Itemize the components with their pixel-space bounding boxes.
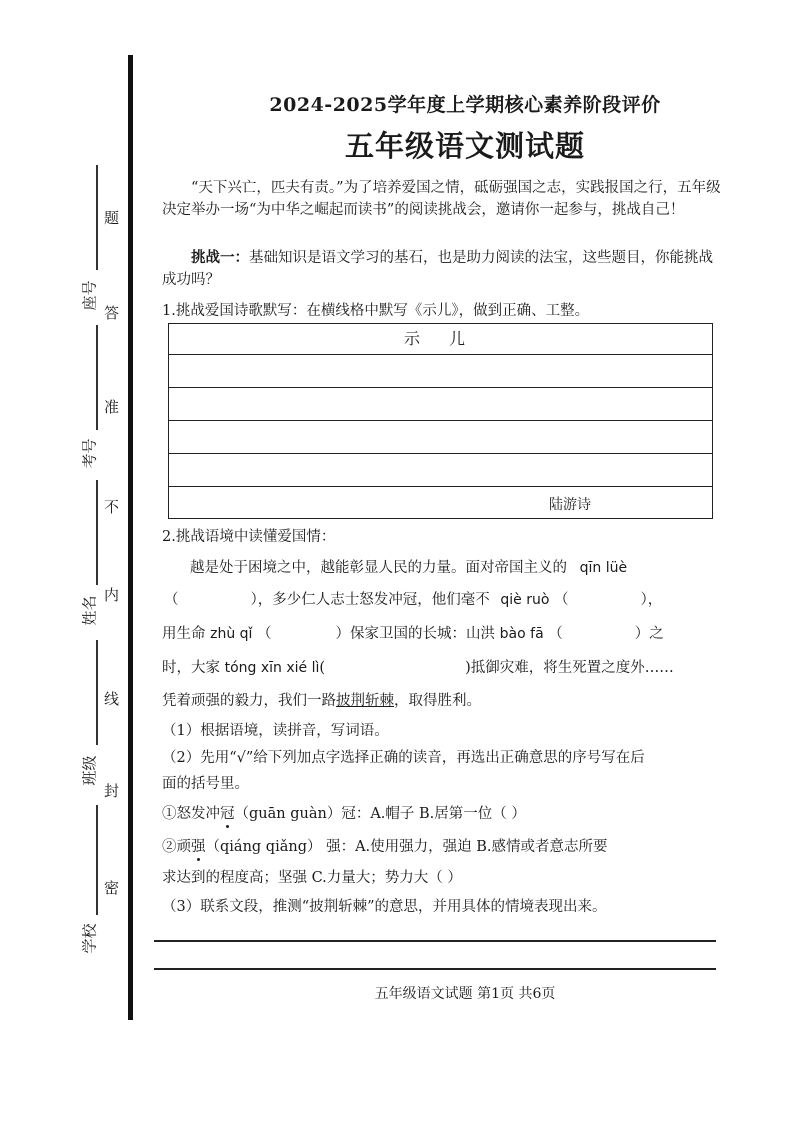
- answer-line[interactable]: [154, 940, 716, 942]
- passage-text: ）之: [634, 626, 664, 642]
- q2-prompt: 2.挑战语境中读懂爱国情：: [162, 529, 336, 545]
- seal-char: 准: [104, 398, 120, 416]
- passage-text: ），多少仁人志士怒发冲冠，他们毫不: [250, 592, 490, 608]
- school-field[interactable]: [96, 805, 98, 915]
- seat-field[interactable]: [96, 165, 98, 270]
- underlined-phrase: 披荆斩棘: [336, 693, 394, 709]
- bracket-close: ），: [640, 592, 663, 608]
- bracket-open: （: [164, 592, 179, 608]
- seal-char: 内: [104, 586, 120, 604]
- poem-answer-line[interactable]: [169, 421, 712, 454]
- class-label: 班级: [80, 755, 99, 786]
- passage-text: 用生命: [162, 626, 206, 642]
- passage-text: 时，大家: [162, 660, 220, 676]
- dotted-char: 冠: [220, 806, 235, 822]
- passage-text: ）保家卫国的长城：山洪: [335, 626, 496, 642]
- q2-sub2-line1: （2）先用“√”给下列加点字选择正确的读音，再选出正确意思的序号写在后: [162, 750, 645, 766]
- item-text: ②顽: [162, 839, 191, 855]
- poem-grid: [168, 323, 713, 519]
- challenge-one: [162, 247, 722, 291]
- dotted-char: 强: [191, 839, 206, 855]
- q2-sub1: （1）根据语境，读拼音，写词语。: [162, 723, 389, 739]
- seal-char: 题: [104, 209, 120, 227]
- pinyin-zhuqi: zhù qǐ: [210, 626, 253, 642]
- q2-sub2-line2: 面的括号里。: [162, 776, 249, 792]
- name-field[interactable]: [96, 480, 98, 585]
- passage-line-2: [164, 588, 719, 609]
- passage-text: 越是处于困境之中，越能彰显人民的力量。面对帝国主义的: [190, 560, 567, 576]
- q2-item2-line2: 求达到的程度高；坚强 C.力量大；势力大（ ）: [162, 870, 462, 886]
- item-options: （qiáng qiǎng） 强：A.使用强力，强迫 B.感情或者意志所要: [205, 839, 608, 855]
- challenge-label: 挑战一：: [191, 249, 249, 266]
- seal-char: 答: [104, 304, 120, 322]
- poem-answer-line[interactable]: [169, 454, 712, 487]
- bracket-open: （: [554, 592, 569, 608]
- pinyin-qinlue: qīn lüè: [579, 560, 628, 576]
- item-options: （guān guàn）冠：A.帽子 B.居第一位（ ）: [234, 806, 526, 822]
- bracket-open: (: [319, 660, 326, 676]
- pinyin-tongxinxieli: tóng xīn xié lì: [224, 660, 320, 676]
- bracket-open: （: [548, 626, 563, 642]
- passage-line-5: [162, 689, 481, 710]
- class-field[interactable]: [96, 640, 98, 745]
- page-title: 五年级语文测试题: [344, 129, 585, 163]
- passage-line-4: [162, 656, 674, 677]
- pinyin-baofa: bào fā: [499, 626, 544, 642]
- poem-author: 陆游诗: [549, 497, 591, 513]
- poem-answer-line[interactable]: [169, 388, 712, 421]
- passage-text: ，取得胜利。: [394, 693, 481, 709]
- binding-rule: [128, 55, 133, 1020]
- poem-answer-line[interactable]: [169, 355, 712, 388]
- intro-paragraph: “天下兴亡，匹夫有责。”为了培养爱国之情，砥砺强国之志，实践报国之行，五年级决定举办一场“为中华之崛起而读书”的阅读挑战会，邀请你一起参与，挑战自己！: [162, 180, 721, 218]
- poem-title: 示 儿: [403, 329, 478, 348]
- seal-char: 不: [104, 498, 120, 516]
- name-label: 姓名: [80, 595, 99, 626]
- seal-char: 密: [104, 879, 120, 897]
- q2-item2: [162, 835, 608, 856]
- exam-no-field[interactable]: [96, 325, 98, 430]
- seal-char: 封: [104, 782, 120, 800]
- exam-subtitle: 2024-2025学年度上学期核心素养阶段评价: [269, 94, 661, 116]
- page-footer: 五年级语文试题 第1页 共6页: [374, 986, 556, 1002]
- bracket-open: （: [257, 626, 272, 642]
- q2-item1: [162, 802, 526, 823]
- challenge-text: 基础知识是语文学习的基石，也是助力阅读的法宝，这些题目，你能挑战成功吗？: [162, 250, 713, 288]
- passage-line-1: [190, 556, 627, 577]
- seat-label: 座号: [80, 280, 99, 311]
- seal-char: 线: [104, 690, 120, 708]
- q2-sub3: （3）联系文段，推测“披荆斩棘”的意思，并用具体的情境表现出来。: [162, 899, 607, 915]
- passage-text: 凭着顽强的毅力，我们一路: [162, 693, 336, 709]
- pinyin-qieruo: qiè ruò: [500, 592, 550, 608]
- answer-line[interactable]: [154, 968, 716, 970]
- passage-line-3: [162, 622, 664, 643]
- passage-text: )抵御灾难，将生死置之度外……: [465, 660, 674, 676]
- item-text: ①怒发冲: [162, 806, 220, 822]
- school-label: 学校: [80, 923, 99, 954]
- exam-no-label: 考号: [80, 438, 99, 469]
- q1-prompt: 1.挑战爱国诗歌默写：在横线格中默写《示儿》，做到正确、工整。: [162, 303, 590, 319]
- poem-title-row: [169, 324, 712, 355]
